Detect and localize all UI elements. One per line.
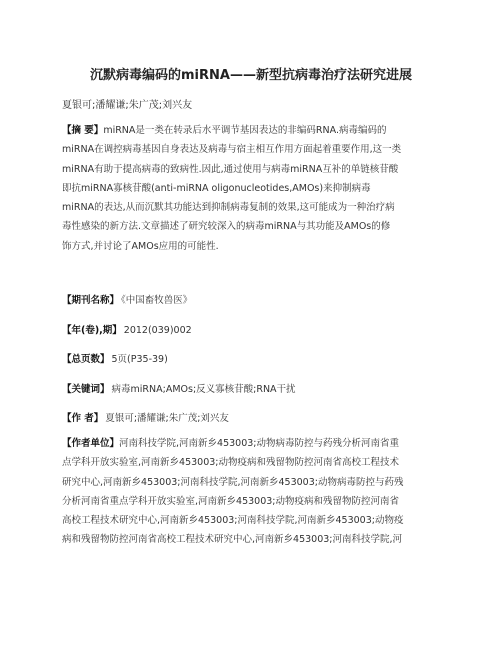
affiliation-line [62, 434, 444, 453]
author-field [62, 410, 229, 424]
affiliation-line: 研究中心,河南新乡453003;河南科技学院,河南新乡453003;动物病毒防控与药残 [62, 476, 404, 488]
keywords-label: 【关键词】 [62, 384, 110, 395]
affiliation-line: 病和残留物防控河南省高校工程技术研究中心,河南新乡453003;河南科技学院,河 [62, 534, 403, 546]
abstract-line: miRNA在调控病毒基因自身表达及病毒与宿主相互作用方面起着重要作用,这一类 [62, 144, 402, 156]
year-issue-value: 2012(039)002 [123, 325, 192, 336]
affiliation-line: 高校工程技术研究中心,河南新乡453003;河南科技学院,河南新乡453003;动物疫 [62, 515, 404, 527]
year-issue-label: 【年(卷),期】 [62, 325, 122, 336]
pages-value: 5页(P35-39) [111, 354, 168, 365]
pages-field [62, 351, 168, 365]
journal-value: 《中国畜牧兽医》 [121, 295, 193, 306]
author-value: 夏银可;潘耀谦;朱广茂;刘兴友 [105, 413, 229, 424]
abstract-label: 【摘 要】 [62, 125, 104, 136]
article-title: 沉默病毒编码的miRNA——新型抗病毒治疗法研究进展 [90, 68, 412, 83]
journal-label: 【期刊名称】 [62, 295, 120, 306]
abstract-line: 毒性感染的新方法.文章描述了研究较深入的病毒miRNA与其功能及AMOs的修 [62, 221, 391, 233]
abstract-line [62, 121, 444, 140]
abstract-text: miRNA是一类在转录后水平调节基因表达的非编码RNA.病毒编码的 [103, 125, 387, 136]
keywords-value: 病毒miRNA;AMOs;反义寡核苷酸;RNA干扰 [111, 384, 296, 395]
abstract-line: 饰方式,并讨论了AMOs应用的可能性. [62, 240, 219, 252]
author-label: 【作 者】 [62, 413, 104, 424]
abstract-line: miRNA的表达,从而沉默其功能达到抑制病毒复制的效果,这可能成为一种治疗病 [62, 202, 395, 214]
affiliation-line: 分析河南省重点学科开放实验室,河南新乡453003;动物疫病和残留物防控河南省 [62, 495, 399, 507]
pages-label: 【总页数】 [62, 354, 110, 365]
author-list: 夏银可;潘耀谦;朱广茂;刘兴友 [62, 100, 193, 111]
affiliation-line: 点学科开放实验室,河南新乡453003;动物疫病和残留物防控河南省高校工程技术 [62, 457, 399, 469]
year-issue-field [62, 322, 192, 336]
abstract-line: miRNA有助于提高病毒的致病性.因此,通过使用与病毒miRNA互补的单链核苷酸 [62, 163, 399, 175]
abstract-line: 即抗miRNA寡核苷酸(anti-miRNA oligonucleotides,AMOs)来抑制病毒 [62, 182, 371, 194]
affiliation-text: 河南科技学院,河南新乡453003;动物病毒防控与药残分析河南省重 [119, 438, 400, 449]
journal-field [62, 292, 192, 306]
affiliation-label: 【作者单位】 [62, 438, 120, 449]
keywords-field [62, 381, 296, 395]
affiliation-section [62, 434, 444, 550]
abstract-section [62, 121, 444, 256]
